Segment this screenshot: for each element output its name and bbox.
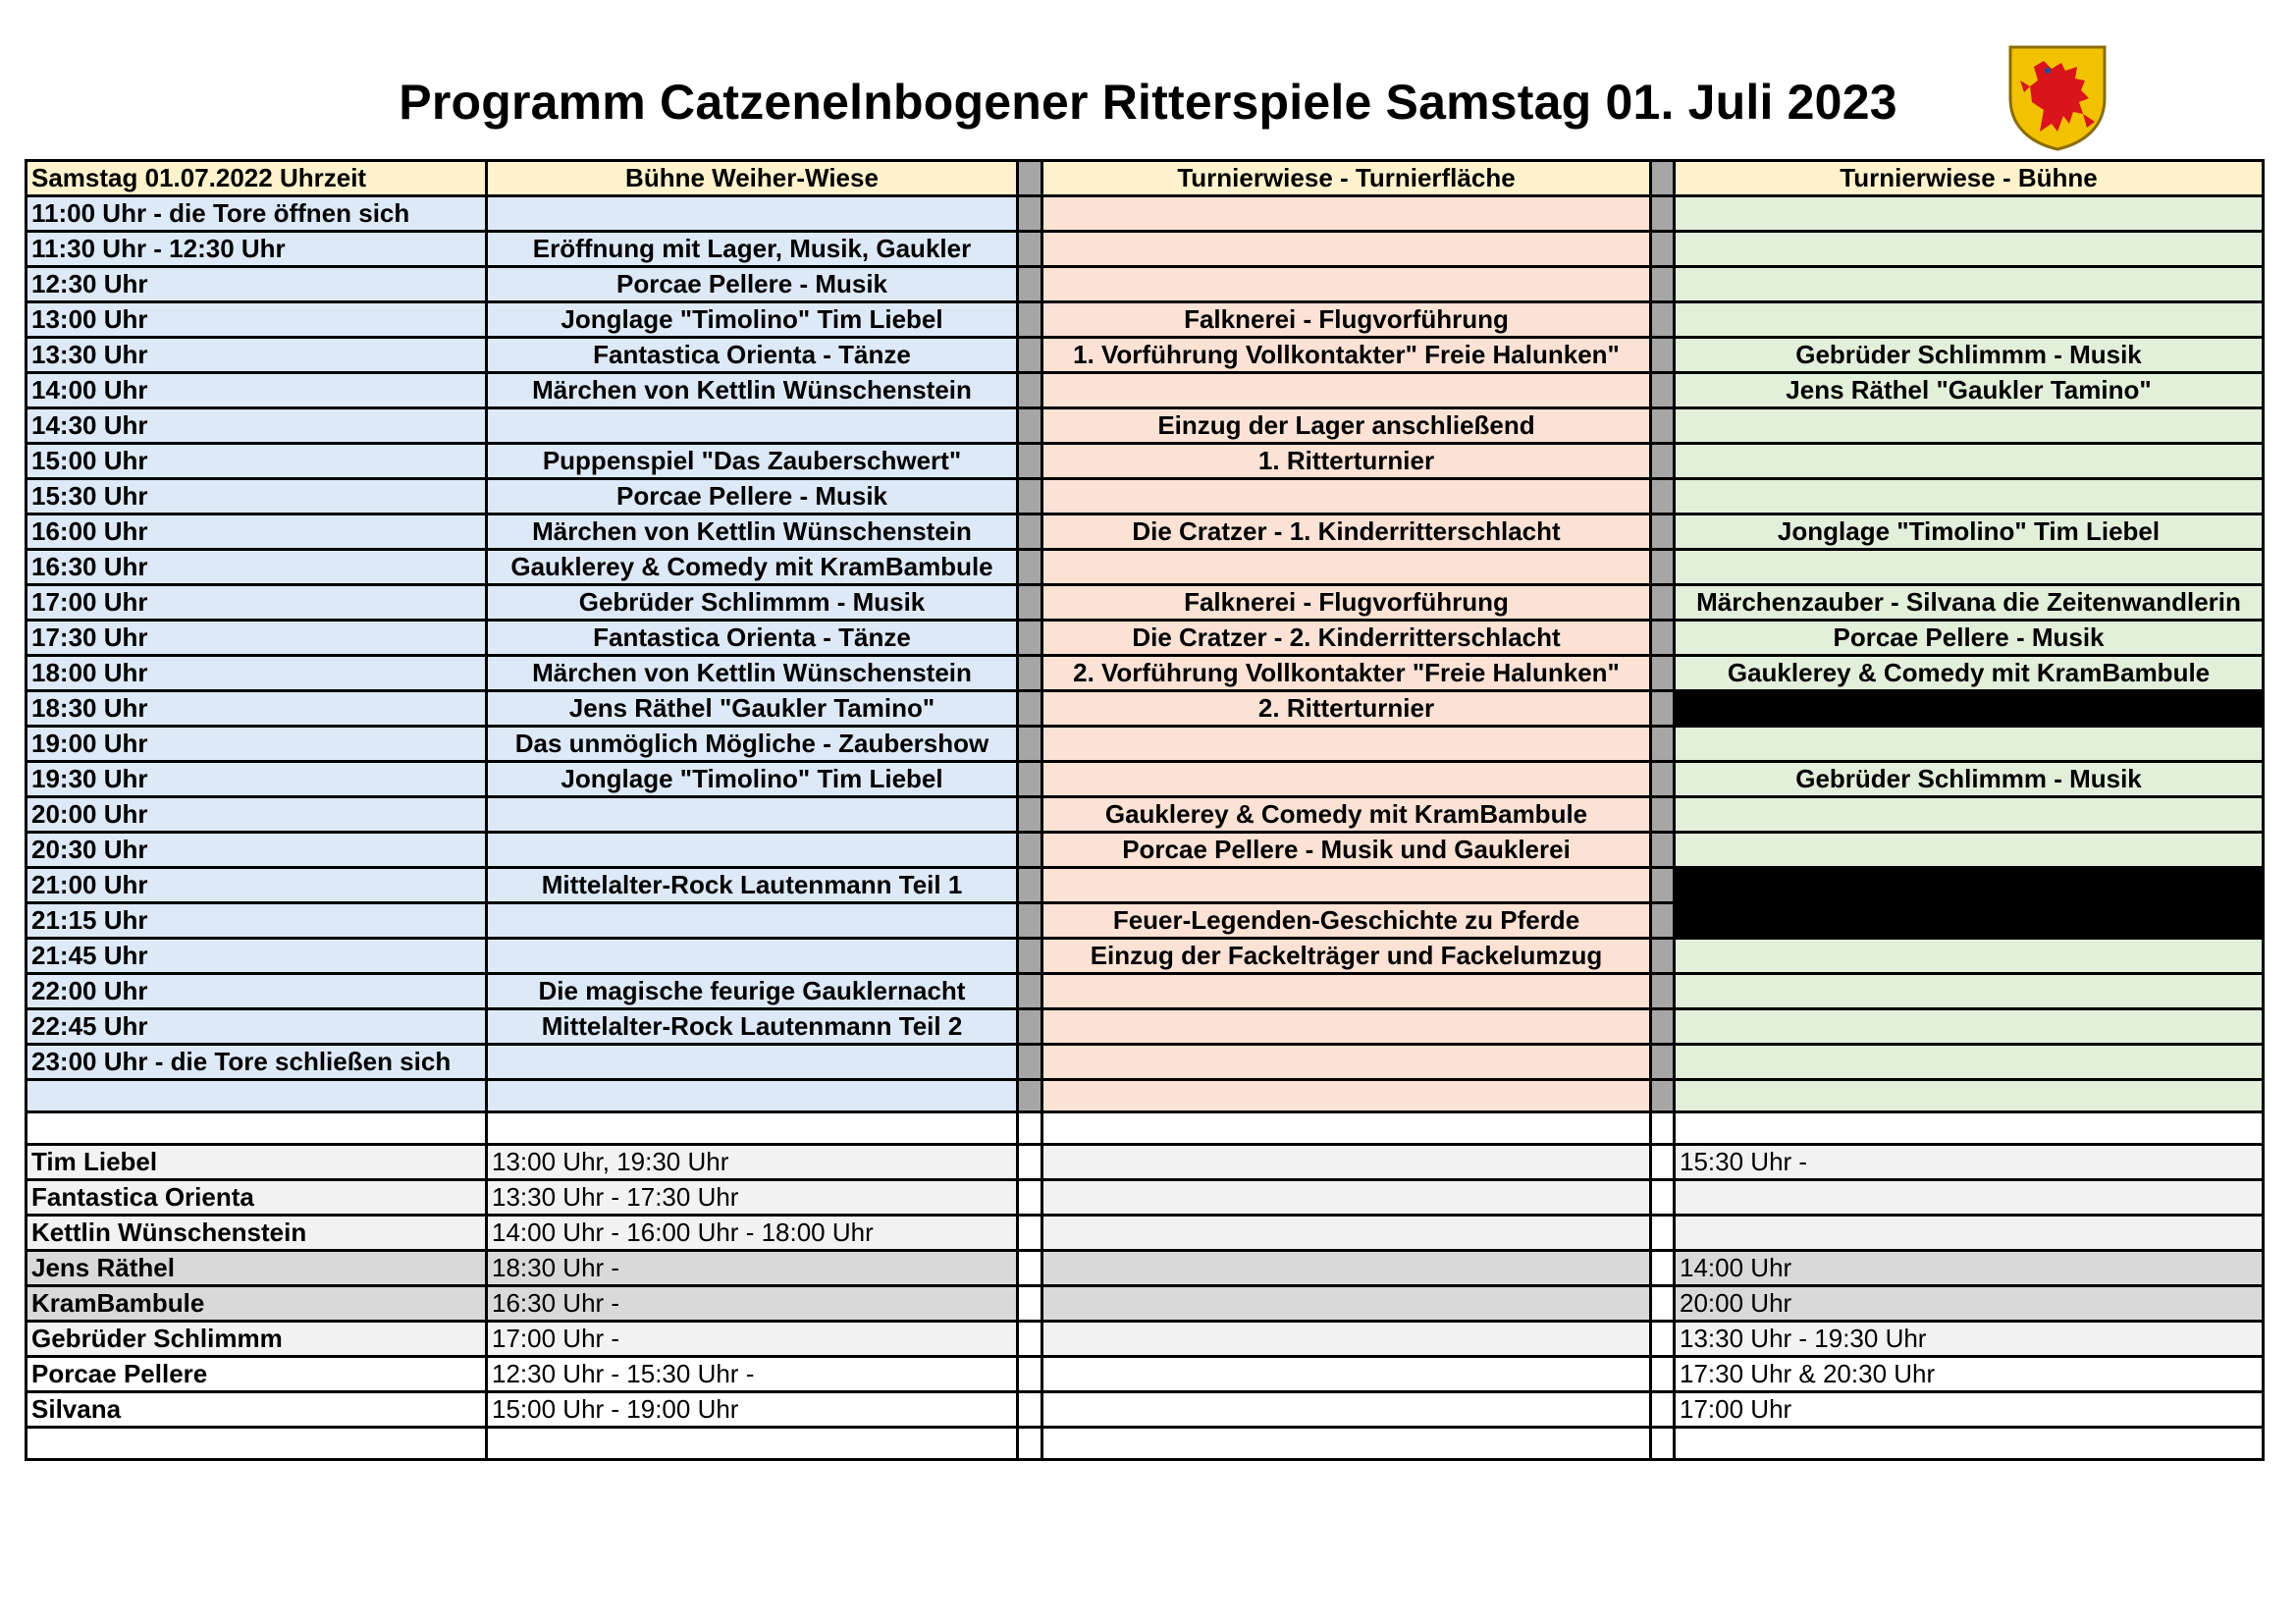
- column-separator: [1651, 691, 1675, 727]
- turnierflaeche-cell: [1042, 727, 1651, 762]
- schedule-row: [27, 373, 2264, 408]
- column-separator: [1018, 833, 1042, 868]
- header-time: Samstag 01.07.2022 Uhrzeit: [27, 161, 487, 196]
- performer-row: [27, 1322, 2264, 1357]
- performer-row: [27, 1286, 2264, 1322]
- program-table: [25, 159, 2265, 1461]
- turnierflaeche-cell: [1042, 1080, 1651, 1112]
- performer-name: Fantastica Orienta: [27, 1180, 487, 1216]
- column-separator: [1651, 868, 1675, 903]
- turnierflaeche-cell: 2. Ritterturnier: [1042, 691, 1651, 727]
- column-separator: [1018, 903, 1042, 939]
- schedule-row: [27, 762, 2264, 797]
- header-turnierflaeche: Turnierwiese - Turnierfläche: [1042, 161, 1651, 196]
- schedule-row: [27, 727, 2264, 762]
- table-header: [27, 161, 2264, 196]
- performer-times-turnierwiese-buehne: 20:00 Uhr: [1675, 1286, 2264, 1322]
- empty-cell: [1018, 1428, 1042, 1460]
- schedule-row: [27, 797, 2264, 833]
- turnierwiese-buehne-cell: Jonglage "Timolino" Tim Liebel: [1675, 514, 2264, 550]
- column-separator: [1018, 691, 1042, 727]
- column-separator: [1651, 1080, 1675, 1112]
- schedule-row: [27, 550, 2264, 585]
- column-separator: [1018, 373, 1042, 408]
- turnierwiese-buehne-cell: [1675, 797, 2264, 833]
- turnierflaeche-cell: [1042, 1045, 1651, 1080]
- turnierwiese-buehne-cell: [1675, 1080, 2264, 1112]
- column-separator: [1018, 797, 1042, 833]
- column-separator: [1018, 1286, 1042, 1322]
- column-separator: [1018, 338, 1042, 373]
- performer-times-turnierflaeche: [1042, 1286, 1651, 1322]
- column-separator: [1018, 161, 1042, 196]
- schedule-row: [27, 1045, 2264, 1080]
- performer-times-turnierwiese-buehne: 15:30 Uhr -: [1675, 1145, 2264, 1180]
- schedule-time: 21:45 Uhr: [27, 939, 487, 974]
- turnierwiese-buehne-cell: Porcae Pellere - Musik: [1675, 621, 2264, 656]
- stage-weiher-wiese-cell: [487, 833, 1018, 868]
- column-separator: [1651, 656, 1675, 691]
- performer-name: Tim Liebel: [27, 1145, 487, 1180]
- stage-weiher-wiese-cell: Fantastica Orienta - Tänze: [487, 621, 1018, 656]
- column-separator: [1651, 444, 1675, 479]
- empty-cell: [27, 1428, 487, 1460]
- turnierflaeche-cell: Feuer-Legenden-Geschichte zu Pferde: [1042, 903, 1651, 939]
- column-separator: [1018, 1145, 1042, 1180]
- column-separator: [1651, 833, 1675, 868]
- turnierflaeche-cell: [1042, 550, 1651, 585]
- performer-times-turnierflaeche: [1042, 1216, 1651, 1251]
- spacer-row: [27, 1112, 2264, 1145]
- performer-name: Kettlin Wünschenstein: [27, 1216, 487, 1251]
- performer-times-weiher-wiese: 14:00 Uhr - 16:00 Uhr - 18:00 Uhr: [487, 1216, 1018, 1251]
- schedule-row: [27, 833, 2264, 868]
- performer-times-turnierwiese-buehne: [1675, 1180, 2264, 1216]
- stage-weiher-wiese-cell: Porcae Pellere - Musik: [487, 479, 1018, 514]
- empty-cell: [1675, 1112, 2264, 1145]
- performer-row: [27, 1216, 2264, 1251]
- column-separator: [1651, 267, 1675, 302]
- empty-row: [27, 1428, 2264, 1460]
- performer-times-turnierflaeche: [1042, 1322, 1651, 1357]
- schedule-time: [27, 1080, 487, 1112]
- turnierwiese-buehne-cell: [1675, 302, 2264, 338]
- schedule-row: [27, 621, 2264, 656]
- turnierwiese-buehne-cell: Gebrüder Schlimmm - Musik: [1675, 338, 2264, 373]
- stage-weiher-wiese-cell: Mittelalter-Rock Lautenmann Teil 1: [487, 868, 1018, 903]
- column-separator: [1018, 1045, 1042, 1080]
- performer-times-weiher-wiese: 13:30 Uhr - 17:30 Uhr: [487, 1180, 1018, 1216]
- stage-weiher-wiese-cell: [487, 1080, 1018, 1112]
- column-separator: [1651, 338, 1675, 373]
- column-separator: [1651, 1322, 1675, 1357]
- turnierflaeche-cell: Die Cratzer - 2. Kinderritterschlacht: [1042, 621, 1651, 656]
- performer-times-weiher-wiese: 18:30 Uhr -: [487, 1251, 1018, 1286]
- schedule-row: [27, 903, 2264, 939]
- turnierwiese-buehne-cell: [1675, 939, 2264, 974]
- column-separator: [1651, 550, 1675, 585]
- turnierflaeche-cell: [1042, 479, 1651, 514]
- schedule-time: 17:00 Uhr: [27, 585, 487, 621]
- schedule-time: 19:30 Uhr: [27, 762, 487, 797]
- column-separator: [1018, 267, 1042, 302]
- turnierflaeche-cell: [1042, 868, 1651, 903]
- turnierwiese-buehne-cell: [1675, 267, 2264, 302]
- column-separator: [1651, 1392, 1675, 1428]
- stage-weiher-wiese-cell: Märchen von Kettlin Wünschenstein: [487, 514, 1018, 550]
- stage-weiher-wiese-cell: Jonglage "Timolino" Tim Liebel: [487, 302, 1018, 338]
- schedule-time: 19:00 Uhr: [27, 727, 487, 762]
- schedule-time: 16:30 Uhr: [27, 550, 487, 585]
- column-separator: [1018, 585, 1042, 621]
- column-separator: [1651, 974, 1675, 1009]
- column-separator: [1651, 514, 1675, 550]
- turnierflaeche-cell: [1042, 267, 1651, 302]
- coat-of-arms-icon: [2004, 41, 2110, 151]
- schedule-time: 18:00 Uhr: [27, 656, 487, 691]
- schedule-time: 21:00 Uhr: [27, 868, 487, 903]
- stage-weiher-wiese-cell: Porcae Pellere - Musik: [487, 267, 1018, 302]
- schedule-time: 16:00 Uhr: [27, 514, 487, 550]
- column-separator: [1651, 302, 1675, 338]
- stage-weiher-wiese-cell: Märchen von Kettlin Wünschenstein: [487, 656, 1018, 691]
- schedule-row: [27, 1080, 2264, 1112]
- page-title: Programm Catzenelnbogener Ritterspiele Samstag 01. Juli 2023: [399, 75, 1897, 130]
- empty-cell: [1675, 1428, 2264, 1460]
- column-separator: [1651, 408, 1675, 444]
- empty-cell: [1042, 1112, 1651, 1145]
- turnierwiese-buehne-cell: [1675, 868, 2264, 903]
- column-separator: [1651, 1045, 1675, 1080]
- stage-weiher-wiese-cell: Märchen von Kettlin Wünschenstein: [487, 373, 1018, 408]
- turnierflaeche-cell: 1. Vorführung Vollkontakter" Freie Halunken": [1042, 338, 1651, 373]
- column-separator: [1018, 1216, 1042, 1251]
- stage-weiher-wiese-cell: [487, 408, 1018, 444]
- column-separator: [1651, 1009, 1675, 1045]
- header-stage-weiher-wiese: Bühne Weiher-Wiese: [487, 161, 1018, 196]
- column-separator: [1651, 1180, 1675, 1216]
- column-separator: [1018, 762, 1042, 797]
- schedule-row: [27, 196, 2264, 232]
- turnierwiese-buehne-cell: [1675, 232, 2264, 267]
- column-separator: [1018, 232, 1042, 267]
- column-separator: [1018, 868, 1042, 903]
- schedule-time: 17:30 Uhr: [27, 621, 487, 656]
- column-separator: [1651, 196, 1675, 232]
- performer-name: Silvana: [27, 1392, 487, 1428]
- performer-times-turnierflaeche: [1042, 1145, 1651, 1180]
- column-separator: [1018, 408, 1042, 444]
- turnierwiese-buehne-cell: [1675, 408, 2264, 444]
- column-separator: [1651, 939, 1675, 974]
- column-separator: [1018, 939, 1042, 974]
- schedule-time: 13:00 Uhr: [27, 302, 487, 338]
- turnierflaeche-cell: [1042, 974, 1651, 1009]
- schedule-time: 21:15 Uhr: [27, 903, 487, 939]
- schedule-time: 20:00 Uhr: [27, 797, 487, 833]
- stage-weiher-wiese-cell: Eröffnung mit Lager, Musik, Gaukler: [487, 232, 1018, 267]
- column-separator: [1651, 797, 1675, 833]
- column-separator: [1018, 727, 1042, 762]
- column-separator: [1651, 1145, 1675, 1180]
- schedule-row: [27, 585, 2264, 621]
- schedule-time: 14:00 Uhr: [27, 373, 487, 408]
- column-separator: [1018, 1180, 1042, 1216]
- schedule-row: [27, 868, 2264, 903]
- column-separator: [1018, 479, 1042, 514]
- schedule-time: 18:30 Uhr: [27, 691, 487, 727]
- turnierwiese-buehne-cell: Märchenzauber - Silvana die Zeitenwandlerin: [1675, 585, 2264, 621]
- turnierwiese-buehne-cell: Gebrüder Schlimmm - Musik: [1675, 762, 2264, 797]
- performer-times-turnierwiese-buehne: 17:00 Uhr: [1675, 1392, 2264, 1428]
- schedule-row: [27, 232, 2264, 267]
- schedule-row: [27, 656, 2264, 691]
- schedule-row: [27, 939, 2264, 974]
- schedule-time: 11:30 Uhr - 12:30 Uhr: [27, 232, 487, 267]
- empty-cell: [1042, 1428, 1651, 1460]
- column-separator: [1651, 621, 1675, 656]
- column-separator: [1018, 1392, 1042, 1428]
- empty-cell: [27, 1112, 487, 1145]
- empty-cell: [1651, 1428, 1675, 1460]
- turnierflaeche-cell: Die Cratzer - 1. Kinderritterschlacht: [1042, 514, 1651, 550]
- column-separator: [1018, 514, 1042, 550]
- turnierflaeche-cell: Falknerei - Flugvorführung: [1042, 302, 1651, 338]
- column-separator: [1651, 373, 1675, 408]
- turnierwiese-buehne-cell: [1675, 444, 2264, 479]
- turnierwiese-buehne-cell: [1675, 196, 2264, 232]
- column-separator: [1651, 903, 1675, 939]
- column-separator: [1018, 1080, 1042, 1112]
- performer-times-weiher-wiese: 17:00 Uhr -: [487, 1322, 1018, 1357]
- schedule-time: 15:00 Uhr: [27, 444, 487, 479]
- column-separator: [1651, 585, 1675, 621]
- column-separator: [1018, 621, 1042, 656]
- stage-weiher-wiese-cell: Das unmöglich Mögliche - Zaubershow: [487, 727, 1018, 762]
- turnierwiese-buehne-cell: [1675, 1045, 2264, 1080]
- empty-cell: [1651, 1112, 1675, 1145]
- schedule-time: 12:30 Uhr: [27, 267, 487, 302]
- performer-row: [27, 1357, 2264, 1392]
- column-separator: [1651, 727, 1675, 762]
- column-separator: [1651, 1357, 1675, 1392]
- schedule-time: 22:45 Uhr: [27, 1009, 487, 1045]
- schedule-row: [27, 1009, 2264, 1045]
- performer-row: [27, 1392, 2264, 1428]
- turnierwiese-buehne-cell: [1675, 903, 2264, 939]
- schedule-row: [27, 691, 2264, 727]
- turnierwiese-buehne-cell: [1675, 691, 2264, 727]
- schedule-row: [27, 974, 2264, 1009]
- performer-times-weiher-wiese: 15:00 Uhr - 19:00 Uhr: [487, 1392, 1018, 1428]
- turnierwiese-buehne-cell: Gauklerey & Comedy mit KramBambule: [1675, 656, 2264, 691]
- column-separator: [1018, 974, 1042, 1009]
- schedule-row: [27, 338, 2264, 373]
- performer-row: [27, 1251, 2264, 1286]
- stage-weiher-wiese-cell: [487, 797, 1018, 833]
- performer-times-turnierwiese-buehne: 13:30 Uhr - 19:30 Uhr: [1675, 1322, 2264, 1357]
- column-separator: [1018, 550, 1042, 585]
- turnierflaeche-cell: Gauklerey & Comedy mit KramBambule: [1042, 797, 1651, 833]
- column-separator: [1651, 1286, 1675, 1322]
- stage-weiher-wiese-cell: Fantastica Orienta - Tänze: [487, 338, 1018, 373]
- turnierwiese-buehne-cell: [1675, 1009, 2264, 1045]
- turnierwiese-buehne-cell: Jens Räthel "Gaukler Tamino": [1675, 373, 2264, 408]
- performer-name: Porcae Pellere: [27, 1357, 487, 1392]
- column-separator: [1651, 762, 1675, 797]
- schedule-row: [27, 444, 2264, 479]
- turnierflaeche-cell: Porcae Pellere - Musik und Gauklerei: [1042, 833, 1651, 868]
- stage-weiher-wiese-cell: Jens Räthel "Gaukler Tamino": [487, 691, 1018, 727]
- stage-weiher-wiese-cell: [487, 1045, 1018, 1080]
- performer-times-turnierwiese-buehne: [1675, 1216, 2264, 1251]
- column-separator: [1651, 161, 1675, 196]
- performer-times-turnierwiese-buehne: 14:00 Uhr: [1675, 1251, 2264, 1286]
- schedule-row: [27, 408, 2264, 444]
- schedule-time: 22:00 Uhr: [27, 974, 487, 1009]
- turnierflaeche-cell: [1042, 196, 1651, 232]
- stage-weiher-wiese-cell: [487, 903, 1018, 939]
- schedule-time: 15:30 Uhr: [27, 479, 487, 514]
- schedule-row: [27, 514, 2264, 550]
- column-separator: [1018, 1322, 1042, 1357]
- column-separator: [1018, 444, 1042, 479]
- turnierflaeche-cell: [1042, 762, 1651, 797]
- turnierflaeche-cell: [1042, 1009, 1651, 1045]
- stage-weiher-wiese-cell: Jonglage "Timolino" Tim Liebel: [487, 762, 1018, 797]
- schedule-row: [27, 267, 2264, 302]
- column-separator: [1651, 479, 1675, 514]
- column-separator: [1651, 232, 1675, 267]
- performer-name: KramBambule: [27, 1286, 487, 1322]
- turnierflaeche-cell: 2. Vorführung Vollkontakter "Freie Halunken": [1042, 656, 1651, 691]
- column-separator: [1018, 1009, 1042, 1045]
- performer-row: [27, 1145, 2264, 1180]
- column-separator: [1018, 302, 1042, 338]
- performer-row: [27, 1180, 2264, 1216]
- performer-times-turnierflaeche: [1042, 1357, 1651, 1392]
- stage-weiher-wiese-cell: [487, 939, 1018, 974]
- performer-times-turnierflaeche: [1042, 1180, 1651, 1216]
- empty-cell: [487, 1428, 1018, 1460]
- turnierwiese-buehne-cell: [1675, 974, 2264, 1009]
- turnierflaeche-cell: [1042, 232, 1651, 267]
- turnierwiese-buehne-cell: [1675, 550, 2264, 585]
- schedule-time: 23:00 Uhr - die Tore schließen sich: [27, 1045, 487, 1080]
- performer-times-weiher-wiese: 16:30 Uhr -: [487, 1286, 1018, 1322]
- column-separator: [1018, 1251, 1042, 1286]
- turnierflaeche-cell: Einzug der Fackelträger und Fackelumzug: [1042, 939, 1651, 974]
- schedule-time: 11:00 Uhr - die Tore öffnen sich: [27, 196, 487, 232]
- stage-weiher-wiese-cell: [487, 196, 1018, 232]
- turnierwiese-buehne-cell: [1675, 727, 2264, 762]
- turnierflaeche-cell: Falknerei - Flugvorführung: [1042, 585, 1651, 621]
- performer-name: Gebrüder Schlimmm: [27, 1322, 487, 1357]
- turnierflaeche-cell: [1042, 373, 1651, 408]
- header-turnierwiese-buehne: Turnierwiese - Bühne: [1675, 161, 2264, 196]
- stage-weiher-wiese-cell: Mittelalter-Rock Lautenmann Teil 2: [487, 1009, 1018, 1045]
- column-separator: [1018, 1357, 1042, 1392]
- schedule-time: 20:30 Uhr: [27, 833, 487, 868]
- turnierflaeche-cell: Einzug der Lager anschließend: [1042, 408, 1651, 444]
- performer-times-turnierwiese-buehne: 17:30 Uhr & 20:30 Uhr: [1675, 1357, 2264, 1392]
- schedule-time: 13:30 Uhr: [27, 338, 487, 373]
- schedule-time: 14:30 Uhr: [27, 408, 487, 444]
- performer-times-weiher-wiese: 12:30 Uhr - 15:30 Uhr -: [487, 1357, 1018, 1392]
- stage-weiher-wiese-cell: Gauklerey & Comedy mit KramBambule: [487, 550, 1018, 585]
- performer-name: Jens Räthel: [27, 1251, 487, 1286]
- turnierwiese-buehne-cell: [1675, 479, 2264, 514]
- schedule-row: [27, 479, 2264, 514]
- turnierwiese-buehne-cell: [1675, 833, 2264, 868]
- column-separator: [1018, 656, 1042, 691]
- empty-cell: [1018, 1112, 1042, 1145]
- stage-weiher-wiese-cell: Puppenspiel "Das Zauberschwert": [487, 444, 1018, 479]
- performer-times-weiher-wiese: 13:00 Uhr, 19:30 Uhr: [487, 1145, 1018, 1180]
- performer-times-turnierflaeche: [1042, 1392, 1651, 1428]
- performer-times-turnierflaeche: [1042, 1251, 1651, 1286]
- stage-weiher-wiese-cell: Die magische feurige Gauklernacht: [487, 974, 1018, 1009]
- column-separator: [1651, 1251, 1675, 1286]
- turnierflaeche-cell: 1. Ritterturnier: [1042, 444, 1651, 479]
- stage-weiher-wiese-cell: Gebrüder Schlimmm - Musik: [487, 585, 1018, 621]
- schedule-row: [27, 302, 2264, 338]
- empty-cell: [487, 1112, 1018, 1145]
- column-separator: [1018, 196, 1042, 232]
- column-separator: [1651, 1216, 1675, 1251]
